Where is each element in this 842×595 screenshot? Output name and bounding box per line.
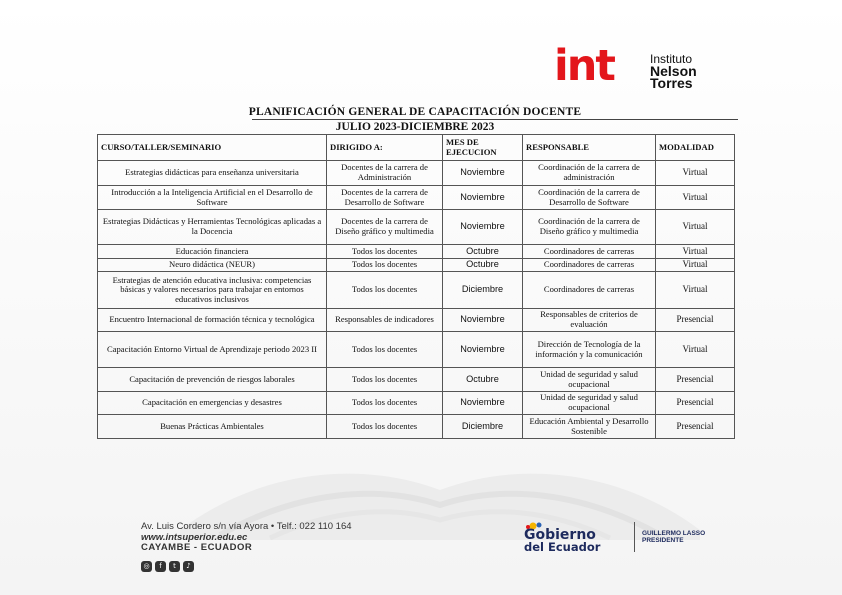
cell-responsable: Coordinación de la carrera de Diseño gráfico y multimedia (523, 210, 656, 245)
header-mes: MES DE EJECUCION (443, 135, 523, 161)
cell-curso: Neuro didáctica (NEUR) (98, 259, 327, 272)
cell-dirigido: Todos los docentes (327, 368, 443, 392)
table-row (98, 392, 735, 415)
facebook-icon[interactable]: f (155, 561, 166, 572)
cell-dirigido: Todos los docentes (327, 245, 443, 259)
cell-responsable: Responsables de criterios de evaluación (523, 309, 656, 332)
footer-contact (141, 522, 352, 554)
footer-divider (634, 522, 635, 552)
cell-modalidad: Presencial (656, 415, 735, 439)
cell-responsable: Coordinación de la carrera de administración (523, 161, 656, 186)
title-divider (252, 119, 738, 120)
table-row (98, 259, 735, 272)
tiktok-icon[interactable]: ♪ (183, 561, 194, 572)
instagram-icon[interactable]: ◎ (141, 561, 152, 572)
cell-curso: Encuentro Internacional de formación técnica y tecnológica (98, 309, 327, 332)
cell-modalidad: Presencial (656, 392, 735, 415)
logo-line-1: Instituto (650, 52, 693, 66)
cell-modalidad: Virtual (656, 332, 735, 368)
cell-modalidad: Virtual (656, 259, 735, 272)
president-title: PRESIDENTE (642, 537, 684, 544)
cell-curso: Estrategias didácticas para enseñanza universitaria (98, 161, 327, 186)
logo-text (650, 54, 697, 89)
cell-mes: Diciembre (443, 272, 523, 309)
cell-responsable: Coordinadores de carreras (523, 245, 656, 259)
cell-curso: Estrategias de atención educativa inclusiva: competencias básicas y valores necesarios para trabajar en entornos educativos inclusivos (98, 272, 327, 309)
cell-dirigido: Docentes de la carrera de Desarrollo de Software (327, 186, 443, 210)
cell-modalidad: Presencial (656, 309, 735, 332)
gobierno-text: Gobierno (524, 527, 596, 543)
table-row (98, 332, 735, 368)
cell-modalidad: Presencial (656, 368, 735, 392)
table-row (98, 309, 735, 332)
logo-line-2: Nelson (650, 63, 697, 79)
cell-curso: Capacitación Entorno Virtual de Aprendizaje periodo 2023 II (98, 332, 327, 368)
cell-responsable: Coordinación de la carrera de Desarrollo de Software (523, 186, 656, 210)
footer-website-link[interactable]: www.intsuperior.edu.ec (141, 531, 248, 543)
cell-dirigido: Todos los docentes (327, 272, 443, 309)
cell-mes: Noviembre (443, 309, 523, 332)
cell-mes: Octubre (443, 259, 523, 272)
cell-mes: Noviembre (443, 392, 523, 415)
cell-dirigido: Responsables de indicadores (327, 309, 443, 332)
cell-curso: Buenas Prácticas Ambientales (98, 415, 327, 439)
cell-curso: Capacitación en emergencias y desastres (98, 392, 327, 415)
footer-address: Av. Luis Cordero s/n vía Ayora • Telf.: 022 110 164 (141, 521, 352, 532)
document-subtitle: JULIO 2023-DICIEMBRE 2023 (335, 121, 495, 133)
table-row (98, 368, 735, 392)
table-row (98, 210, 735, 245)
footer-city: CAYAMBE - ECUADOR (141, 542, 253, 553)
cell-dirigido: Todos los docentes (327, 259, 443, 272)
table-header-row (98, 135, 735, 161)
header-modalidad: MODALIDAD (656, 135, 735, 161)
cell-modalidad: Virtual (656, 186, 735, 210)
cell-curso: Introducción a la Inteligencia Artificial en el Desarrollo de Software (98, 186, 327, 210)
social-icons (141, 555, 197, 573)
cell-curso: Capacitación de prevención de riesgos laborales (98, 368, 327, 392)
cell-responsable: Dirección de Tecnología de la información y la comunicación (523, 332, 656, 368)
cell-dirigido: Docentes de la carrera de Administración (327, 161, 443, 186)
cell-mes: Noviembre (443, 210, 523, 245)
cell-responsable: Educación Ambiental y Desarrollo Sostenible (523, 415, 656, 439)
training-plan-table (97, 134, 735, 439)
header-responsable: RESPONSABLE (523, 135, 656, 161)
institute-logo (554, 41, 734, 91)
header-dirigido: DIRIGIDO A: (327, 135, 443, 161)
table-row (98, 272, 735, 309)
cell-curso: Estrategias Didácticas y Herramientas Tecnológicas aplicadas a la Docencia (98, 210, 327, 245)
logo-brand-text: int (554, 41, 614, 91)
cell-dirigido: Todos los docentes (327, 332, 443, 368)
cell-modalidad: Virtual (656, 161, 735, 186)
cell-responsable: Unidad de seguridad y salud ocupacional (523, 392, 656, 415)
table-row (98, 245, 735, 259)
cell-modalidad: Virtual (656, 210, 735, 245)
table-row (98, 415, 735, 439)
header-curso: CURSO/TALLER/SEMINARIO (98, 135, 327, 161)
cell-mes: Noviembre (443, 332, 523, 368)
cell-mes: Octubre (443, 368, 523, 392)
cell-mes: Octubre (443, 245, 523, 259)
cell-modalidad: Virtual (656, 245, 735, 259)
ecuador-text: del Ecuador (524, 540, 601, 554)
cell-responsable: Coordinadores de carreras (523, 272, 656, 309)
table-row (98, 161, 735, 186)
cell-mes: Noviembre (443, 186, 523, 210)
cell-curso: Educación financiera (98, 245, 327, 259)
cell-responsable: Unidad de seguridad y salud ocupacional (523, 368, 656, 392)
cell-dirigido: Docentes de la carrera de Diseño gráfico y multimedia (327, 210, 443, 245)
president-name: GUILLERMO LASSO (642, 530, 706, 537)
table-row (98, 186, 735, 210)
cell-modalidad: Virtual (656, 272, 735, 309)
cell-responsable: Coordinadores de carreras (523, 259, 656, 272)
cell-dirigido: Todos los docentes (327, 392, 443, 415)
cell-dirigido: Todos los docentes (327, 415, 443, 439)
cell-mes: Noviembre (443, 161, 523, 186)
document-title: PLANIFICACIÓN GENERAL DE CAPACITACIÓN DOCENTE (248, 106, 582, 118)
president-label (642, 530, 705, 544)
logo-line-3: Torres (650, 75, 693, 91)
logo-brand (554, 41, 614, 91)
twitter-icon[interactable]: t (169, 561, 180, 572)
cell-mes: Diciembre (443, 415, 523, 439)
